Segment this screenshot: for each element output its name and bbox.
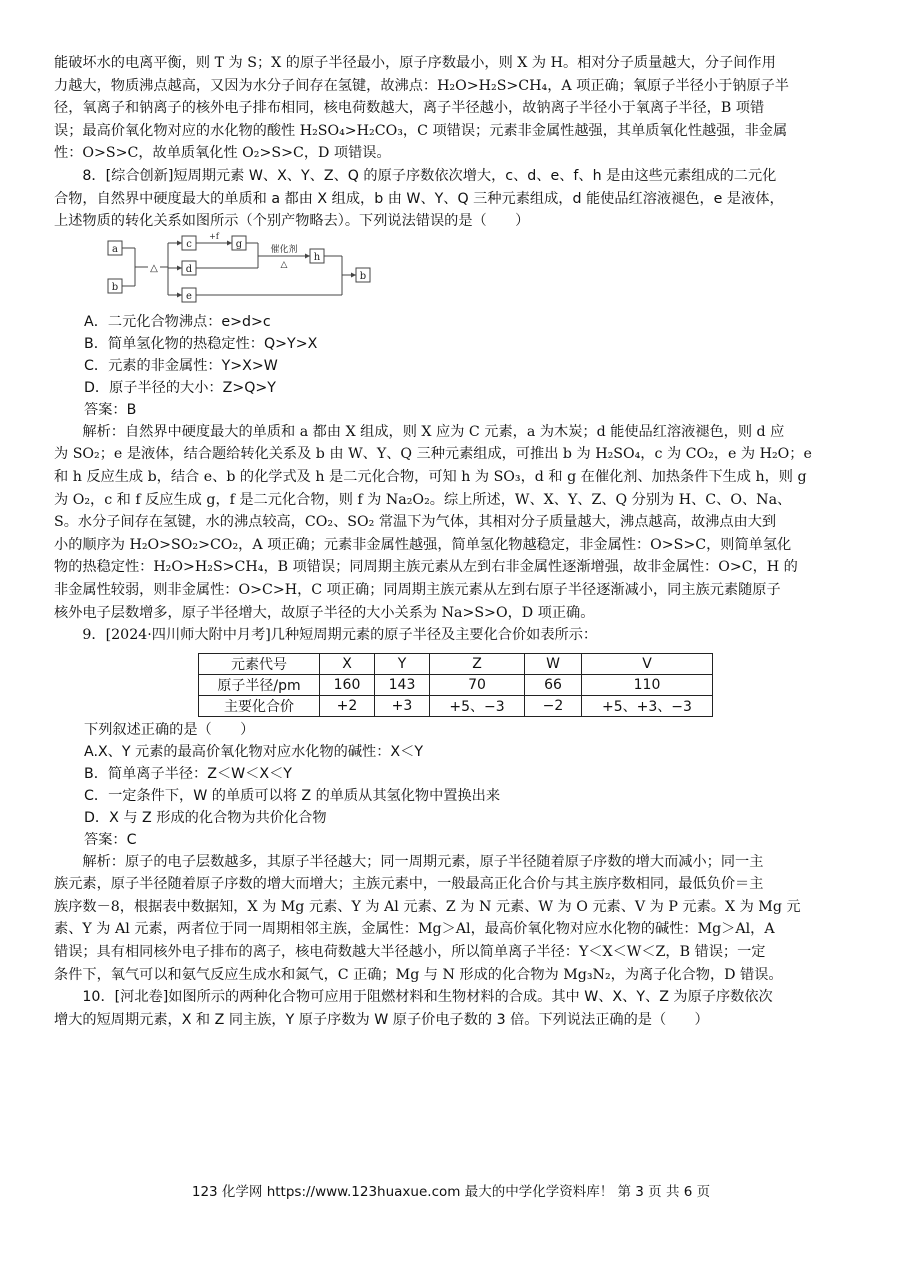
analysis-line: 族序数－8，根据表中数据知，X 为 Mg 元素、Y 为 Al 元素、Z 为 N 元素、W 为 O 元素、V 为 P 元素。X 为 Mg 元: [54, 898, 801, 915]
node-e: e: [186, 290, 192, 302]
table-cell: 原子半径/pm: [199, 674, 320, 695]
q8-option-d: D．原子半径的大小：Z>Q>Y: [84, 379, 276, 396]
plus-f-label: +f: [209, 231, 219, 241]
analysis-line: 非金属性较弱，则非金属性：O>C>H，C 项正确；同周期主族元素从左到右原子半径逐渐减小，同主族元素随原子: [54, 581, 781, 598]
q9-stem: 9．[2024·四川师大附中月考]几种短周期元素的原子半径及主要化合价如表所示：: [82, 627, 598, 644]
catalyst-label: 催化剂: [270, 244, 298, 255]
table-cell: +2: [320, 695, 375, 716]
q8-stem: 8．[综合创新]短周期元素 W、X、Y、Z、Q 的原子序数依次增大，c、d、e、f、h 是由这些元素组成的二元化: [82, 167, 777, 184]
table-cell: −2: [525, 695, 582, 716]
table-cell: 143: [375, 674, 430, 695]
q8-option-c: C．元素的非金属性：Y>X>W: [84, 357, 278, 374]
q8-answer: 答案：B: [84, 401, 137, 418]
table-cell: +5、−3: [430, 695, 525, 716]
analysis-line: 为 SO₂；e 是液体，结合题给转化关系及 b 由 W、Y、Q 三种元素组成，可推出 b 为 H₂SO₄，c 为 CO₂，e 为 H₂O；e: [54, 446, 812, 463]
q10-stem: 增大的短周期元素，X 和 Z 同主族，Y 原子序数为 W 原子价电子数的 3 倍。下列说法正确的是（ ）: [54, 1011, 709, 1028]
q9-option-c: C．一定条件下，W 的单质可以将 Z 的单质从其氢化物中置换出来: [84, 787, 501, 804]
intro-line: 径，氧离子和钠离子的核外电子排布相同，核电荷数越大，离子半径越小，故钠离子半径小于氧离子半径，B 项错: [54, 100, 765, 117]
analysis-line: 为 O₂，c 和 f 反应生成 g，f 是二元化合物，则 f 为 Na₂O₂。综上所述，W、X、Y、Z、Q 分别为 H、C、O、Na、: [54, 491, 792, 508]
table-cell: +3: [375, 695, 430, 716]
q9-prompt: 下列叙述正确的是（ ）: [84, 721, 255, 738]
page-footer: 123 化学网 https://www.123huaxue.com 最大的中学化学资料库！ 第 3 页 共 6 页: [191, 1184, 711, 1200]
q8-option-b: B．简单氢化物的热稳定性：Q>Y>X: [84, 335, 318, 352]
intro-line: 力越大，物质沸点越高，又因为水分子间存在氢键，故沸点：H₂O>H₂S>CH₄，A 项正确；氧原子半径小于钠原子半: [54, 77, 789, 94]
q8-analysis: [54, 421, 850, 624]
q9-option-d: D．X 与 Z 形成的化合物为共价化合物: [84, 809, 327, 826]
analysis-line: S。水分子间存在氢键，水的沸点较高，CO₂、SO₂ 常温下为气体，其相对分子质量越大，沸点越高，故沸点由大到: [54, 514, 777, 531]
table-cell: Z: [430, 653, 525, 674]
table-cell: V: [582, 653, 713, 674]
intro-line: 能破坏水的电离平衡，则 T 为 S；X 的原子半径最小，原子序数最小，则 X 为 H。相对分子质量越大，分子间作用: [54, 55, 776, 71]
intro-line: 误；最高价氧化物对应的水化物的酸性 H₂SO₄>H₂CO₃，C 项错误；元素非金属性越强，其单质氧化性越强，非金属: [54, 122, 788, 139]
intro-paragraph: [54, 52, 850, 165]
analysis-line: 条件下，氧气可以和氨气反应生成水和氮气，C 正确；Mg 与 N 形成的化合物为 Mg₃N₂，为离子化合物，D 错误。: [54, 966, 783, 983]
node-h: h: [313, 251, 321, 263]
node-b-product: b: [359, 270, 367, 282]
node-a: a: [112, 243, 118, 255]
q8-stem: 合物，自然界中硬度最大的单质和 a 都由 X 组成，b 由 W、Y、Q 三种元素组成，d 能使品红溶液褪色，e 是液体，: [54, 190, 784, 207]
table-row: [199, 695, 713, 716]
table-cell: 66: [525, 674, 582, 695]
table-cell: X: [320, 653, 375, 674]
question-8: [54, 165, 850, 624]
node-d: d: [185, 263, 193, 275]
q9-answer: 答案：C: [84, 831, 137, 848]
analysis-line: 素、Y 为 Al 元素，两者位于同一周期相邻主族，金属性：Mg＞Al，最高价氧化物对应水化物的碱性：Mg＞Al，A: [54, 921, 775, 938]
heat-triangle: △: [150, 262, 158, 274]
table-header-row: [199, 653, 713, 674]
document-page: [54, 52, 850, 1031]
q10-stem: 10．[河北卷]如图所示的两种化合物可应用于阻燃材料和生物材料的合成。其中 W、X、Y、Z 为原子序数依次: [82, 989, 773, 1006]
heat-triangle-2: △: [280, 259, 288, 270]
intro-line: 性：O>S>C，故单质氧化性 O₂>S>C，D 项错误。: [54, 145, 391, 162]
q9-option-a: A.X、Y 元素的最高价氧化物对应水化物的碱性：X＜Y: [84, 743, 423, 760]
analysis-line: 族元素，原子半径随着原子序数的增大而增大；主族元素中，一般最高正化合价与其主族序数相同，最低负价＝主: [54, 876, 764, 893]
analysis-line: 解析：原子的电子层数越多，其原子半径越大；同一周期元素，原子半径随着原子序数的增大而减小；同一主: [82, 853, 764, 870]
question-10: [54, 986, 850, 1031]
table-row: [199, 674, 713, 695]
table-cell: 70: [430, 674, 525, 695]
analysis-line: 小的顺序为 H₂O>SO₂>CO₂，A 项正确；元素非金属性越强，简单氢化物越稳定，非金属性：O>S>C，则简单氢化: [54, 536, 792, 553]
analysis-line: 错误；具有相同核外电子排布的离子，核电荷数越大半径越小，所以简单离子半径：Y＜X＜W＜Z，B 错误；一定: [54, 944, 766, 961]
transformation-diagram: [100, 231, 400, 307]
q8-stem: 上述物质的转化关系如图所示（个别产物略去）。下列说法错误的是（ ）: [54, 213, 530, 230]
table-cell: 元素代号: [199, 653, 320, 674]
analysis-line: 核外电子层数增多，原子半径增大，故原子半径的大小关系为 Na>S>O，D 项正确。: [54, 604, 595, 621]
analysis-line: 和 h 反应生成 b，结合 e、b 的化学式及 h 是二元化合物，可知 h 为 SO₃，d 和 g 在催化剂、加热条件下生成 h，则 g: [54, 468, 807, 485]
element-table: [198, 653, 713, 717]
analysis-line: 解析：自然界中硬度最大的单质和 a 都由 X 组成，则 X 应为 C 元素，a 为木炭；d 能使品红溶液褪色，则 d 应: [82, 423, 785, 440]
table-cell: 110: [582, 674, 713, 695]
diagram-svg: [100, 231, 400, 307]
q9-analysis: [54, 851, 850, 987]
q9-option-b: B．简单离子半径：Z＜W＜X＜Y: [84, 765, 292, 782]
table-cell: +5、+3、−3: [582, 695, 713, 716]
question-9: [54, 624, 850, 986]
node-b: b: [111, 281, 119, 293]
node-c: c: [186, 238, 192, 250]
node-g: g: [235, 238, 243, 250]
table-cell: 主要化合价: [199, 695, 320, 716]
table-cell: Y: [375, 653, 430, 674]
table-cell: 160: [320, 674, 375, 695]
q8-option-a: A．二元化合物沸点：e>d>c: [84, 313, 271, 330]
table-cell: W: [525, 653, 582, 674]
analysis-line: 物的热稳定性：H₂O>H₂S>CH₄，B 项错误；同周期主族元素从左到右非金属性逐渐增强，故非金属性：O>C，H 的: [54, 559, 798, 576]
